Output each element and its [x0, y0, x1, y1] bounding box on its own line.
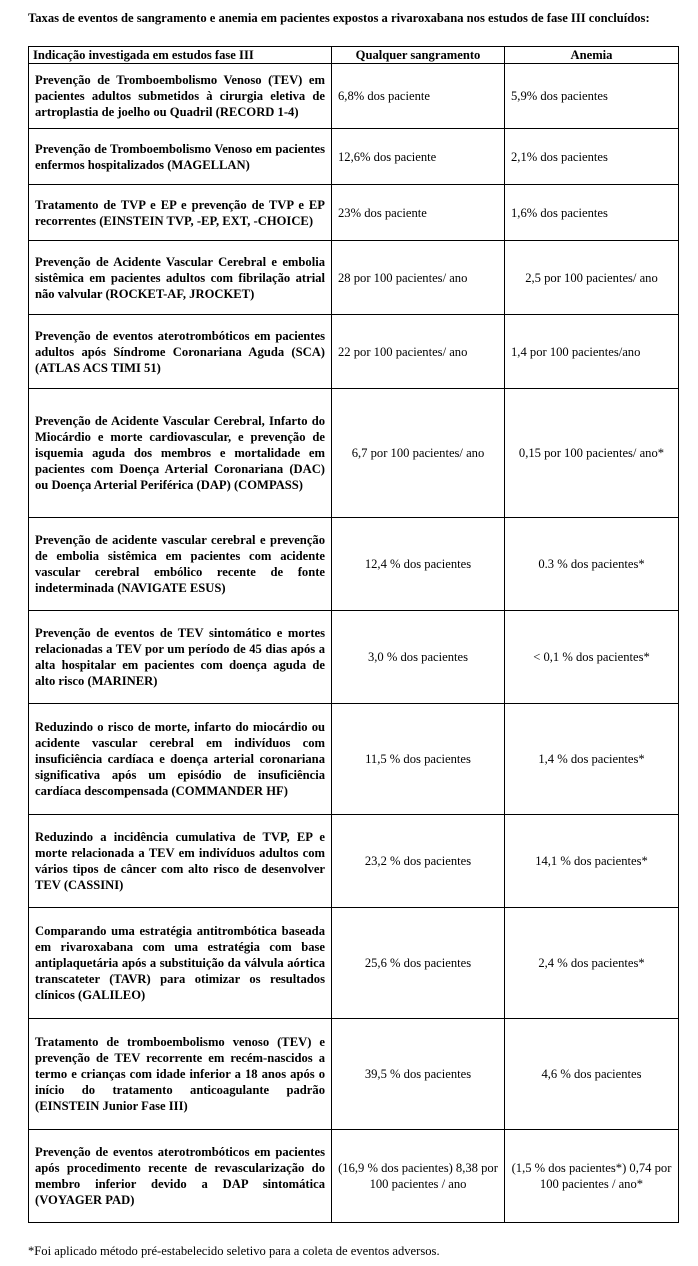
cell-bleeding: 28 por 100 pacientes/ ano [332, 241, 505, 315]
table-header-row [29, 47, 679, 64]
table-row [29, 1130, 679, 1223]
cell-anemia: 2,4 % dos pacientes* [505, 908, 679, 1019]
cell-anemia: 1,4 % dos pacientes* [505, 704, 679, 815]
bleeding-anemia-table [28, 46, 679, 1223]
table-caption: Taxas de eventos de sangramento e anemia em pacientes expostos a rivaroxabana nos estudos de fase III concluídos: [28, 11, 650, 25]
cell-indication: Tratamento de TVP e EP e prevenção de TVP e EP recorrentes (EINSTEIN TVP, -EP, EXT, -CHOICE) [29, 185, 332, 241]
cell-anemia: 4,6 % dos pacientes [505, 1019, 679, 1130]
table-row [29, 908, 679, 1019]
footnote: *Foi aplicado método pré-estabelecido seletivo para a coleta de eventos adversos. [28, 1244, 440, 1258]
cell-indication: Prevenção de eventos aterotrombóticos em pacientes adultos após Síndrome Coronariana Aguda (SCA) (ATLAS ACS TIMI 51) [29, 315, 332, 389]
table-row [29, 315, 679, 389]
cell-indication: Prevenção de Tromboembolismo Venoso (TEV) em pacientes adultos submetidos à cirurgia eletiva de artroplastia de joelho ou Quadril (RECORD 1-4) [29, 64, 332, 129]
header-anemia: Anemia [505, 47, 679, 64]
cell-anemia: (1,5 % dos pacientes*) 0,74 por 100 pacientes / ano* [505, 1130, 679, 1223]
cell-anemia: < 0,1 % dos pacientes* [505, 611, 679, 704]
cell-bleeding: 12,6% dos paciente [332, 129, 505, 185]
cell-bleeding: 39,5 % dos pacientes [332, 1019, 505, 1130]
table-row [29, 129, 679, 185]
cell-anemia: 1,4 por 100 pacientes/ano [505, 315, 679, 389]
cell-bleeding: 3,0 % dos pacientes [332, 611, 505, 704]
cell-indication: Prevenção de Tromboembolismo Venoso em pacientes enfermos hospitalizados (MAGELLAN) [29, 129, 332, 185]
table-row [29, 815, 679, 908]
table-row [29, 389, 679, 518]
cell-bleeding: (16,9 % dos pacientes) 8,38 por 100 pacientes / ano [332, 1130, 505, 1223]
cell-anemia: 14,1 % dos pacientes* [505, 815, 679, 908]
cell-bleeding: 23,2 % dos pacientes [332, 815, 505, 908]
cell-bleeding: 25,6 % dos pacientes [332, 908, 505, 1019]
header-bleeding: Qualquer sangramento [332, 47, 505, 64]
cell-bleeding: 12,4 % dos pacientes [332, 518, 505, 611]
cell-bleeding: 22 por 100 pacientes/ ano [332, 315, 505, 389]
cell-indication: Prevenção de Acidente Vascular Cerebral e embolia sistêmica em pacientes adultos com fibrilação atrial não valvular (ROCKET-AF, JROCKET) [29, 241, 332, 315]
cell-anemia: 0.3 % dos pacientes* [505, 518, 679, 611]
cell-indication: Reduzindo a incidência cumulativa de TVP, EP e morte relacionada a TEV em indivíduos adultos com vários tipos de câncer com alto risco de desenvolver TEV (CASSINI) [29, 815, 332, 908]
table-row [29, 704, 679, 815]
cell-anemia: 5,9% dos pacientes [505, 64, 679, 129]
table-row [29, 1019, 679, 1130]
cell-bleeding: 6,7 por 100 pacientes/ ano [332, 389, 505, 518]
cell-anemia: 2,5 por 100 pacientes/ ano [505, 241, 679, 315]
cell-bleeding: 6,8% dos paciente [332, 64, 505, 129]
cell-bleeding: 23% dos paciente [332, 185, 505, 241]
cell-indication: Reduzindo o risco de morte, infarto do miocárdio ou acidente vascular cerebral em indivíduos com insuficiência cardíaca e doença arterial coronariana significativa após um episódio de insuficiência cardíaca descompensada (COMMANDER HF) [29, 704, 332, 815]
table-row [29, 241, 679, 315]
cell-indication: Tratamento de tromboembolismo venoso (TEV) e prevenção de TEV recorrente em recém-nascidos a termo e crianças com idade inferior a 18 anos após o início do tratamento anticoagulante padrão (EINSTEIN Junior Fase III) [29, 1019, 332, 1130]
cell-anemia: 0,15 por 100 pacientes/ ano* [505, 389, 679, 518]
table-row [29, 518, 679, 611]
table-body [29, 64, 679, 1223]
table-row [29, 611, 679, 704]
cell-indication: Prevenção de Acidente Vascular Cerebral, Infarto do Miocárdio e morte cardiovascular, e prevenção de isquemia aguda dos membros e mortalidade em pacientes com Doença Arterial Coronariana (DAC) ou Doença Arterial Periférica (DAP) (COMPASS) [29, 389, 332, 518]
header-indication: Indicação investigada em estudos fase III [29, 47, 332, 64]
cell-bleeding: 11,5 % dos pacientes [332, 704, 505, 815]
cell-indication: Prevenção de eventos aterotrombóticos em pacientes após procedimento recente de revascularização do membro inferior devido a DAP sintomática (VOYAGER PAD) [29, 1130, 332, 1223]
cell-anemia: 1,6% dos pacientes [505, 185, 679, 241]
cell-indication: Prevenção de eventos de TEV sintomático e mortes relacionadas a TEV por um período de 45 dias após a alta hospitalar em pacientes com doença aguda de alto risco (MARINER) [29, 611, 332, 704]
table-row [29, 64, 679, 129]
table-row [29, 185, 679, 241]
cell-indication: Comparando uma estratégia antitrombótica baseada em rivaroxabana com uma estratégia com base antiplaquetária após a substituição da válvula aórtica transcateter (TAVR) para otimizar os resultados clínicos (GALILEO) [29, 908, 332, 1019]
cell-indication: Prevenção de acidente vascular cerebral e prevenção de embolia sistêmica em pacientes com acidente vascular cerebral embólico recente de fonte indeterminada (NAVIGATE ESUS) [29, 518, 332, 611]
cell-anemia: 2,1% dos pacientes [505, 129, 679, 185]
